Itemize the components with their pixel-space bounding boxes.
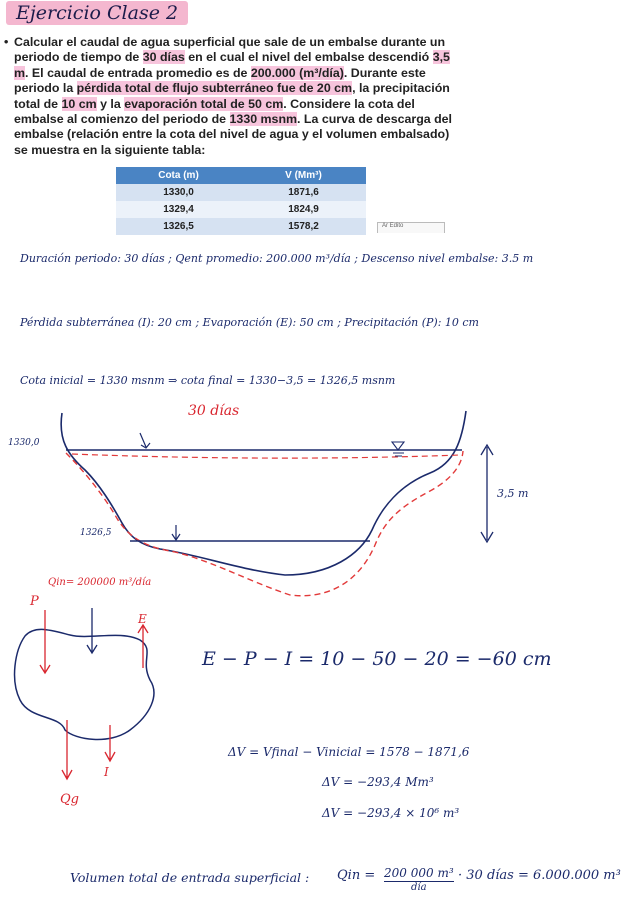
problem-segment: , la precipitación total de xyxy=(14,81,450,111)
problem-segment: Calcular el caudal de agua superficial que sale de un embalse durante un periodo de tiempo de xyxy=(14,35,446,65)
notes-line-3: Cota inicial = 1330 msnm ⇒ cota final = 1330−3,5 = 1326,5 msnm xyxy=(20,374,396,387)
table-cell: 1329,4 xyxy=(116,201,241,218)
volume-line-2: ΔV = −293,4 Mm³ xyxy=(322,775,434,789)
water-level-symbol-icon xyxy=(392,442,404,456)
total-label: Volumen total de entrada superficial : xyxy=(70,870,310,885)
precip-label: P xyxy=(30,594,39,609)
inflow-arrow-icon xyxy=(87,608,97,653)
bullet-icon: • xyxy=(4,35,9,49)
problem-segment: . Considere la cota del embalse al comienzo del periodo de xyxy=(14,96,415,127)
fraction-denominator: día xyxy=(411,882,427,893)
reservoir-outline xyxy=(61,411,466,575)
table-cell: 1330,0 xyxy=(116,184,241,201)
total-result: · 30 días = 6.000.000 m³ xyxy=(458,868,621,883)
table-header-row xyxy=(116,167,366,184)
days-label: 30 días xyxy=(188,403,240,419)
budget-equation: E − P − I = 10 − 50 − 20 = −60 cm xyxy=(202,648,552,670)
table-cell: 1824,9 xyxy=(241,201,366,218)
control-volume-outline xyxy=(15,629,154,739)
table-row xyxy=(116,218,366,235)
corner-tab: Ar Edito xyxy=(377,222,445,233)
table-cell: 1578,2 xyxy=(241,218,366,235)
highlighted-text: 200.000 (m³/día) xyxy=(250,65,344,80)
final-level-dashed xyxy=(66,451,463,596)
header-volume: V (Mm³) xyxy=(241,167,366,184)
volume-line-3: ΔV = −293,4 × 10⁶ m³ xyxy=(322,806,460,820)
highlighted-text: 10 cm xyxy=(61,96,97,111)
notes-line-2: Pérdida subterránea (I): 20 cm ; Evaporación (E): 50 cm ; Precipitación (P): 10 cm xyxy=(20,316,479,329)
drop-label: 3,5 m xyxy=(497,487,529,500)
header-cota: Cota (m) xyxy=(116,167,241,184)
notes-line-1: Duración periodo: 30 días ; Qent promedio: 200.000 m³/día ; Descenso nivel embalse: 3.5 m xyxy=(20,252,534,265)
problem-segment: . Durante este periodo la xyxy=(14,65,426,96)
highlighted-text: 3,5 m xyxy=(14,50,450,80)
arrow-down-icon xyxy=(172,525,180,540)
qin-label: Qin= 200000 m³/día xyxy=(48,577,152,588)
highlighted-text: pérdida total de flujo subterráneo fue de 20 cm xyxy=(76,81,353,96)
problem-segment: y la xyxy=(96,96,125,111)
subsurface-arrow-icon xyxy=(105,725,115,761)
outflow-arrow-icon xyxy=(62,720,72,779)
highlighted-text: 1330 msnm xyxy=(229,112,298,127)
evap-label: E xyxy=(138,612,147,626)
problem-segment: . La curva de descarga del embalse (relación entre la cota del nivel de agua y el volumen embalsado) se muestra en la siguiente tabla: xyxy=(14,112,453,157)
arrow-down-icon xyxy=(140,433,150,448)
highlighted-text: 30 días xyxy=(142,50,185,65)
precip-arrow-icon xyxy=(40,610,50,673)
total-qin: Qin = xyxy=(337,868,376,883)
problem-segment: en el cual el nivel del embalse descendió xyxy=(184,50,433,65)
total-fraction xyxy=(384,866,454,893)
outflow-label: Qg xyxy=(60,792,79,807)
table-cell: 1326,5 xyxy=(116,218,241,235)
problem-text xyxy=(14,35,452,157)
water-budget-diagram xyxy=(0,590,200,815)
discharge-curve-table xyxy=(116,167,366,235)
table-cell: 1871,6 xyxy=(241,184,366,201)
subsurface-label: I xyxy=(104,765,109,779)
problem-segment: . El caudal de entrada promedio es de xyxy=(25,65,251,80)
exercise-title: Ejercicio Clase 2 xyxy=(6,2,188,24)
table-row xyxy=(116,184,366,201)
table-row xyxy=(116,201,366,218)
volume-line-1: ΔV = Vfinal − Vinicial = 1578 − 1871,6 xyxy=(228,745,470,759)
problem-statement xyxy=(4,35,462,158)
level-top-label: 1330,0 xyxy=(8,438,40,448)
highlighted-text: evaporación total de 50 cm xyxy=(124,96,284,111)
fraction-numerator: 200 000 m³ xyxy=(384,866,454,880)
level-bottom-label: 1326,5 xyxy=(80,528,112,538)
